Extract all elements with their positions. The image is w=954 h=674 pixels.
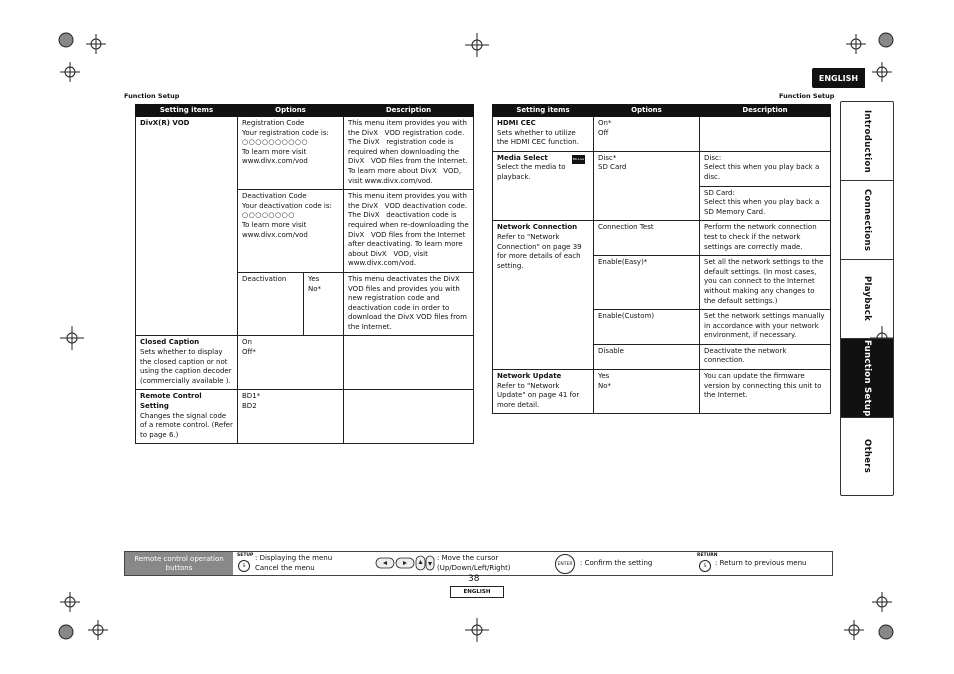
setting-title: DivX(R) VOD [140,119,190,127]
deactivation-code: ○○○○○○○○ [242,211,295,220]
options-media-select [594,151,700,221]
crop-mark-icon [465,618,489,642]
description-text: This menu item provides you with the DivX VOD registration code. [348,119,470,137]
return-key-label: RETURN [697,553,718,558]
setting-title: Closed Caption [140,338,200,347]
setting-media-select [493,151,594,221]
chapter-tabs [840,101,894,496]
language-badge: ENGLISH [812,68,865,88]
crop-mark-icon [56,30,116,90]
options-network-update [594,370,700,414]
option-yes: Yes [598,372,610,381]
option-disable: Disable [594,344,700,369]
option-no: No* [598,381,612,390]
option-sd-card: SD Card [598,163,627,172]
option-text: To learn more visit [242,220,307,229]
tab-label: Others [862,439,872,474]
option-text: Your registration code is: [242,128,329,137]
description-text: The DivX registration code is required when downloading the DivX VOD files from the Internet. [348,138,468,166]
crop-mark-icon [56,590,116,650]
setup-text-1: : Displaying the menu [255,554,333,562]
col-header-setting: Setting items [136,105,238,117]
setting-divx-vod [136,117,238,336]
description-disc [700,151,831,186]
option-bd2: BD2 [242,402,257,411]
option-text: www.divx.com/vod [242,230,308,239]
option-on: On [242,338,252,347]
option-off: Off* [242,348,256,357]
tab-introduction[interactable] [841,102,893,181]
setup-text-2: Cancel the menu [255,564,315,572]
description-remote-control [344,390,474,444]
setting-closed-caption [136,336,238,390]
setting-text: Sets whether to display the closed caption or not using the caption decoder (commercially available ). [140,348,234,385]
setting-text: Sets whether to utilize the HDMI CEC function. [497,128,579,147]
option-text: Deactivation Code [242,192,307,201]
setting-remote-control [136,390,238,444]
col-header-options: Options [238,105,344,117]
tab-others[interactable] [841,418,893,495]
cursor-buttons-icon [375,555,435,571]
description-text: The DivX deactivation code is required when re-downloading the DivX VOD files from the Internet after deactivating. To learn more about DivX VOD, visit www.divx.com/vod. [348,211,471,268]
description-text: SD Card: [704,188,735,197]
options-remote-control [238,390,344,444]
description-sd-card [700,186,831,221]
enter-text: : Confirm the setting [580,559,653,567]
description-network-update: You can update the firmware version by connecting this unit to the Internet. [700,370,831,414]
description-deactivation: This menu deactivates the DivX VOD files and provides you with new registration code and deactivation code in order to download the DivX VOD files from the Internet. [344,272,474,336]
description-connection-test: Perform the network connection test to check if the network settings are correctly made. [700,221,831,256]
col-header-options: Options [594,105,700,117]
setting-title: Media Select [497,153,548,162]
description-enable-easy: Set all the network settings to the default settings. (In most cases, you can connect to the Internet without making any changes to the default settings.) [700,256,831,310]
description-closed-caption [344,336,474,390]
cursor-text-2: (Up/Down/Left/Right) [437,564,511,572]
col-header-description: Description [344,105,474,117]
tab-label: Connections [862,188,872,252]
options-deactivation-code [238,190,344,273]
description-disable: Deactivate the network connection. [700,344,831,369]
crop-mark-icon [838,590,898,650]
tab-label: Function Setup [862,339,872,417]
option-text: Registration Code [242,119,305,127]
setting-network-update [493,370,594,414]
setting-title: Remote Control Setting [140,392,202,411]
setting-title: Network Connection [497,223,578,232]
enter-button-icon: ENTER [555,554,575,574]
description-text: Select this when you play back a disc. [704,163,822,181]
options-registration [238,117,344,190]
section-label-right: Function Setup [779,92,835,100]
section-label-left: Function Setup [124,92,180,100]
tab-connections[interactable] [841,181,893,260]
option-disc: Disc* [598,153,617,162]
remote-control-legend [124,551,833,576]
return-text: : Return to previous menu [715,559,807,567]
option-deactivation-values [304,272,344,336]
bd-live-icon: BD-Live [572,155,585,164]
option-no: No* [308,284,322,293]
description-hdmi-cec [700,117,831,152]
col-header-description: Description [700,105,831,117]
legend-label: Remote control operation buttons [125,552,233,575]
tab-function-setup[interactable] [841,339,893,418]
description-text: Select this when you play back a SD Memory Card. [704,198,822,216]
option-off: Off [598,128,609,137]
option-text: To learn more visit [242,147,307,156]
setting-text: Refer to "Network Connection" on page 39 for more details of each setting. [497,232,584,270]
return-button-icon: S [699,560,711,572]
tab-playback[interactable] [841,260,893,339]
option-on: On* [598,119,612,127]
setting-title: Network Update [497,372,562,381]
crop-mark-icon [465,33,489,57]
footer-language: ENGLISH [450,586,504,598]
setting-title: HDMI CEC [497,119,536,127]
option-connection-test: Connection Test [594,221,700,256]
setup-button-icon: S [238,560,250,572]
setting-text: Select the media to playback. [497,163,568,181]
page-number: 38 [468,574,480,584]
option-enable-custom: Enable(Custom) [594,310,700,345]
settings-table-left [135,104,474,444]
description-text: Disc: [704,153,722,162]
option-yes: Yes [308,274,320,283]
tab-label: Introduction [862,109,872,173]
col-header-setting: Setting items [493,105,594,117]
options-hdmi-cec [594,117,700,152]
options-closed-caption [238,336,344,390]
option-text: www.divx.com/vod [242,157,308,166]
setting-network-connection [493,221,594,370]
setup-key-label: SETUP [237,553,254,558]
description-enable-custom: Set the network settings manually in accordance with your network environment, if necessary. [700,310,831,345]
description-registration [344,117,474,190]
settings-table-right [492,104,831,414]
option-text: Your deactivation code is: [242,201,332,210]
cursor-text-1: : Move the cursor [437,554,499,562]
setting-text: Changes the signal code of a remote control. (Refer to page 6.) [140,411,236,439]
option-bd1: BD1* [242,392,261,401]
description-text: To learn more about DivX VOD, visit www.divx.com/vod. [348,166,464,185]
option-enable-easy: Enable(Easy)* [594,256,700,310]
description-text: This menu item provides you with the DivX VOD deactivation code. [348,192,470,210]
registration-code: ○○○○○○○○○○ [242,138,309,147]
option-deactivation-label: Deactivation [238,272,304,336]
crop-mark-icon [60,326,84,350]
tab-label: Playback [862,276,872,322]
setting-text: Refer to "Network Update" on page 41 for more detail. [497,381,582,409]
setting-hdmi-cec [493,117,594,152]
description-deactivation-code [344,190,474,273]
